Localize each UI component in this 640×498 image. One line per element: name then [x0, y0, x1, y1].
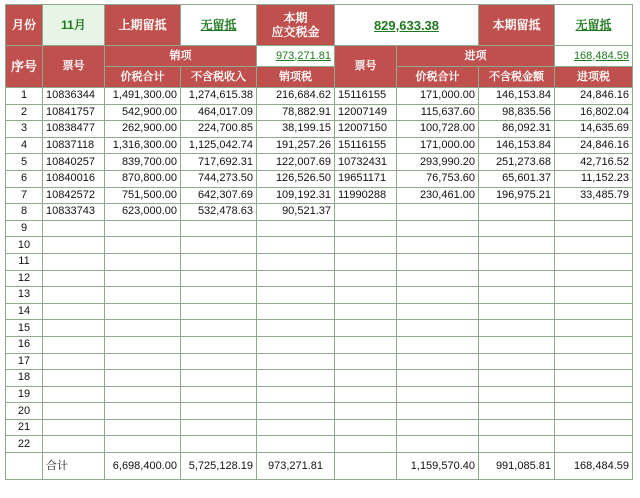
sales-net-cell[interactable] — [181, 320, 257, 337]
table-row — [6, 287, 633, 304]
input-amount-header: 价税合计 — [397, 67, 479, 88]
input-tax-cell[interactable] — [555, 270, 633, 287]
input-net-cell[interactable] — [479, 237, 555, 254]
input-net-cell[interactable]: 65,601.37 — [479, 170, 555, 187]
input-amount-cell[interactable]: 293,990.20 — [397, 154, 479, 171]
input-amount-cell[interactable] — [397, 419, 479, 436]
input-amount-cell[interactable] — [397, 270, 479, 287]
sales-net-cell[interactable] — [181, 419, 257, 436]
sales-ticket-cell[interactable] — [43, 403, 105, 420]
input-amount-cell[interactable] — [397, 436, 479, 453]
input-ticket-cell[interactable]: 12007150 — [335, 121, 397, 138]
sales-group-header: 销项 — [105, 46, 257, 67]
sales-ticket-cell[interactable] — [43, 237, 105, 254]
sales-net-cell[interactable]: 464,017.09 — [181, 104, 257, 121]
sales-tax-cell[interactable]: 90,521.37 — [257, 204, 335, 221]
sales-net-cell[interactable] — [181, 220, 257, 237]
sales-amount-header: 价税合计 — [105, 67, 181, 88]
input-net-cell[interactable]: 251,273.68 — [479, 154, 555, 171]
sales-amount-cell[interactable] — [105, 253, 181, 270]
input-tax-header: 进项税 — [555, 67, 633, 88]
month-cell[interactable]: 11月 — [43, 5, 105, 46]
seq-cell[interactable]: 15 — [6, 320, 43, 337]
input-ticket-cell[interactable] — [335, 287, 397, 304]
table-row — [6, 336, 633, 353]
sales-amount-cell[interactable]: 262,900.00 — [105, 121, 181, 138]
totals-label[interactable]: 合计 — [43, 453, 105, 480]
sales-ticket-cell[interactable]: 10841757 — [43, 104, 105, 121]
sales-amount-cell[interactable] — [105, 353, 181, 370]
sales-net-cell[interactable]: 717,692.31 — [181, 154, 257, 171]
sales-ticket-cell[interactable] — [43, 287, 105, 304]
seq-cell[interactable]: 6 — [6, 170, 43, 187]
table-row — [6, 237, 633, 254]
input-net-cell[interactable] — [479, 403, 555, 420]
seq-cell[interactable]: 20 — [6, 403, 43, 420]
input-ticket-cell[interactable] — [335, 237, 397, 254]
seq-cell[interactable]: 14 — [6, 303, 43, 320]
sales-amount-cell[interactable] — [105, 370, 181, 387]
input-tax-cell[interactable] — [555, 237, 633, 254]
input-amount-cell[interactable] — [397, 370, 479, 387]
sales-net-cell[interactable]: 642,307.69 — [181, 187, 257, 204]
current-tax-label — [257, 5, 335, 46]
current-tax-label-line1: 本期 — [283, 11, 308, 25]
input-ticket-cell[interactable] — [335, 303, 397, 320]
input-ticket-cell[interactable] — [335, 419, 397, 436]
sales-ticket-cell[interactable] — [43, 303, 105, 320]
seq-cell[interactable]: 10 — [6, 237, 43, 254]
input-amount-cell[interactable]: 100,728.00 — [397, 121, 479, 138]
totals-input-amount[interactable]: 1,159,570.40 — [397, 453, 479, 480]
input-tax-cell[interactable] — [555, 353, 633, 370]
sales-tax-cell[interactable]: 216,684.62 — [257, 88, 335, 105]
input-tax-cell[interactable]: 33,485.79 — [555, 187, 633, 204]
table-row — [6, 137, 633, 154]
sales-tax-cell[interactable]: 191,257.26 — [257, 137, 335, 154]
totals-sales-amount[interactable]: 6,698,400.00 — [105, 453, 181, 480]
input-tax-cell[interactable]: 16,802.04 — [555, 104, 633, 121]
totals-input-tax[interactable]: 168,484.59 — [555, 453, 633, 480]
input-net-header: 不含税金额 — [479, 67, 555, 88]
input-ticket-cell[interactable] — [335, 403, 397, 420]
input-ticket-cell[interactable] — [335, 436, 397, 453]
input-tax-cell[interactable]: 42,716.52 — [555, 154, 633, 171]
input-net-cell[interactable] — [479, 287, 555, 304]
seq-cell[interactable]: 12 — [6, 270, 43, 287]
input-tax-cell[interactable] — [555, 303, 633, 320]
sales-amount-cell[interactable]: 1,316,300.00 — [105, 137, 181, 154]
input-net-cell[interactable] — [479, 303, 555, 320]
sales-net-cell[interactable] — [181, 287, 257, 304]
input-amount-cell[interactable] — [397, 237, 479, 254]
input-ticket-header: 票号 — [335, 46, 397, 88]
sales-tax-cell[interactable] — [257, 386, 335, 403]
sales-net-cell[interactable] — [181, 270, 257, 287]
sales-amount-cell[interactable] — [105, 220, 181, 237]
input-tax-cell[interactable]: 24,846.16 — [555, 88, 633, 105]
sales-ticket-cell[interactable] — [43, 270, 105, 287]
input-ticket-cell[interactable] — [335, 386, 397, 403]
table-row — [6, 154, 633, 171]
input-net-cell[interactable] — [479, 370, 555, 387]
input-tax-cell[interactable] — [555, 287, 633, 304]
sales-tax-cell[interactable] — [257, 287, 335, 304]
sales-amount-cell[interactable] — [105, 303, 181, 320]
summary-row — [6, 5, 633, 46]
sales-tax-cell[interactable] — [257, 270, 335, 287]
input-amount-cell[interactable]: 230,461.00 — [397, 187, 479, 204]
input-amount-cell[interactable] — [397, 320, 479, 337]
sales-amount-cell[interactable] — [105, 436, 181, 453]
table-row — [6, 220, 633, 237]
seq-cell[interactable]: 18 — [6, 370, 43, 387]
input-tax-cell[interactable] — [555, 386, 633, 403]
input-net-cell[interactable] — [479, 320, 555, 337]
sales-net-cell[interactable]: 1,125,042.74 — [181, 137, 257, 154]
sales-tax-cell[interactable]: 126,526.50 — [257, 170, 335, 187]
input-amount-cell[interactable] — [397, 336, 479, 353]
input-tax-cell[interactable] — [555, 370, 633, 387]
input-tax-cell[interactable] — [555, 253, 633, 270]
input-tax-cell[interactable] — [555, 336, 633, 353]
sales-net-cell[interactable] — [181, 237, 257, 254]
sales-amount-cell[interactable]: 542,900.00 — [105, 104, 181, 121]
seq-header: 序号 — [6, 46, 43, 88]
sales-tax-cell[interactable]: 122,007.69 — [257, 154, 335, 171]
input-tax-cell[interactable] — [555, 419, 633, 436]
table-row — [6, 170, 633, 187]
sales-net-cell[interactable] — [181, 336, 257, 353]
current-retention-label: 本期留抵 — [479, 5, 555, 46]
table-row — [6, 253, 633, 270]
sales-net-cell[interactable] — [181, 353, 257, 370]
input-net-cell[interactable] — [479, 436, 555, 453]
sales-tax-cell[interactable] — [257, 353, 335, 370]
sales-ticket-cell[interactable] — [43, 320, 105, 337]
input-tax-cell[interactable]: 14,635.69 — [555, 121, 633, 138]
input-ticket-cell[interactable]: 15116155 — [335, 137, 397, 154]
input-net-cell[interactable] — [479, 353, 555, 370]
sales-amount-cell[interactable]: 870,800.00 — [105, 170, 181, 187]
input-net-cell[interactable]: 146,153.84 — [479, 88, 555, 105]
sales-tax-cell[interactable] — [257, 370, 335, 387]
sales-ticket-cell[interactable]: 10833743 — [43, 204, 105, 221]
table-row — [6, 121, 633, 138]
totals-input-net[interactable]: 991,085.81 — [479, 453, 555, 480]
sales-amount-cell[interactable] — [105, 287, 181, 304]
sales-amount-cell[interactable] — [105, 336, 181, 353]
input-tax-cell[interactable] — [555, 220, 633, 237]
sales-ticket-cell[interactable] — [43, 253, 105, 270]
input-ticket-cell[interactable]: 11990288 — [335, 187, 397, 204]
seq-cell[interactable]: 22 — [6, 436, 43, 453]
input-amount-cell[interactable] — [397, 204, 479, 221]
input-group-header: 进项 — [397, 46, 555, 67]
sales-ticket-cell[interactable] — [43, 336, 105, 353]
input-net-cell[interactable] — [479, 204, 555, 221]
input-ticket-cell[interactable]: 12007149 — [335, 104, 397, 121]
sales-net-cell[interactable] — [181, 386, 257, 403]
input-total-link[interactable]: 168,484.59 — [555, 46, 633, 67]
sales-net-cell[interactable]: 1,274,615.38 — [181, 88, 257, 105]
sales-tax-cell[interactable] — [257, 220, 335, 237]
input-ticket-cell[interactable] — [335, 320, 397, 337]
totals-input-ticket-cell[interactable] — [335, 453, 397, 480]
table-row — [6, 104, 633, 121]
sales-amount-cell[interactable] — [105, 386, 181, 403]
sales-ticket-cell[interactable] — [43, 436, 105, 453]
table-row — [6, 303, 633, 320]
table-row — [6, 436, 633, 453]
sales-ticket-header: 票号 — [43, 46, 105, 88]
sales-net-cell[interactable]: 532,478.63 — [181, 204, 257, 221]
spreadsheet-grid — [5, 4, 633, 480]
sales-ticket-cell[interactable]: 10838477 — [43, 121, 105, 138]
table-row — [6, 370, 633, 387]
input-amount-cell[interactable] — [397, 386, 479, 403]
sales-ticket-cell[interactable]: 10842572 — [43, 187, 105, 204]
seq-cell[interactable]: 7 — [6, 187, 43, 204]
input-ticket-cell[interactable] — [335, 353, 397, 370]
input-amount-cell[interactable]: 171,000.00 — [397, 137, 479, 154]
sales-net-cell[interactable]: 224,700.85 — [181, 121, 257, 138]
sales-ticket-cell[interactable]: 10840016 — [43, 170, 105, 187]
seq-cell[interactable]: 19 — [6, 386, 43, 403]
data-rows — [6, 88, 633, 453]
input-net-cell[interactable] — [479, 419, 555, 436]
seq-cell[interactable]: 1 — [6, 88, 43, 105]
input-net-cell[interactable] — [479, 253, 555, 270]
sales-amount-cell[interactable]: 1,491,300.00 — [105, 88, 181, 105]
seq-cell[interactable]: 16 — [6, 336, 43, 353]
sales-amount-cell[interactable] — [105, 419, 181, 436]
input-ticket-cell[interactable]: 15116155 — [335, 88, 397, 105]
totals-seq-cell[interactable] — [6, 453, 43, 480]
input-amount-cell[interactable] — [397, 303, 479, 320]
input-ticket-cell[interactable] — [335, 204, 397, 221]
table-row — [6, 403, 633, 420]
input-amount-cell[interactable] — [397, 220, 479, 237]
table-row — [6, 320, 633, 337]
seq-cell[interactable]: 4 — [6, 137, 43, 154]
totals-row — [6, 453, 633, 480]
sales-amount-cell[interactable] — [105, 403, 181, 420]
input-amount-cell[interactable] — [397, 403, 479, 420]
sales-tax-cell[interactable] — [257, 303, 335, 320]
sales-tax-cell[interactable] — [257, 403, 335, 420]
sales-ticket-cell[interactable] — [43, 353, 105, 370]
prev-retention-label: 上期留抵 — [105, 5, 181, 46]
sales-tax-cell[interactable] — [257, 419, 335, 436]
sales-net-cell[interactable]: 744,273.50 — [181, 170, 257, 187]
input-net-cell[interactable]: 86,092.31 — [479, 121, 555, 138]
sales-tax-cell[interactable]: 78,882.91 — [257, 104, 335, 121]
sales-tax-cell[interactable] — [257, 253, 335, 270]
sales-tax-cell[interactable]: 38,199.15 — [257, 121, 335, 138]
current-tax-label-line2: 应交税金 — [271, 25, 320, 39]
sales-tax-cell[interactable] — [257, 336, 335, 353]
sales-ticket-cell[interactable]: 10840257 — [43, 154, 105, 171]
seq-cell[interactable]: 21 — [6, 419, 43, 436]
input-net-cell[interactable] — [479, 220, 555, 237]
current-retention-value[interactable]: 无留抵 — [555, 5, 633, 46]
sales-tax-header: 销项税 — [257, 67, 335, 88]
sales-ticket-cell[interactable] — [43, 386, 105, 403]
seq-cell[interactable]: 13 — [6, 287, 43, 304]
table-row — [6, 204, 633, 221]
totals-sales-net[interactable]: 5,725,128.19 — [181, 453, 257, 480]
input-net-cell[interactable]: 98,835.56 — [479, 104, 555, 121]
table-row — [6, 353, 633, 370]
input-ticket-cell[interactable] — [335, 270, 397, 287]
input-net-cell[interactable] — [479, 386, 555, 403]
input-ticket-cell[interactable] — [335, 336, 397, 353]
input-ticket-cell[interactable]: 10732431 — [335, 154, 397, 171]
input-amount-cell[interactable]: 115,637.60 — [397, 104, 479, 121]
sales-ticket-cell[interactable] — [43, 220, 105, 237]
current-tax-value[interactable]: 829,633.38 — [335, 5, 479, 46]
input-amount-cell[interactable] — [397, 253, 479, 270]
input-tax-cell[interactable]: 24,846.16 — [555, 137, 633, 154]
sales-amount-cell[interactable] — [105, 270, 181, 287]
group-header-row — [6, 46, 633, 67]
table-row — [6, 187, 633, 204]
sales-tax-cell[interactable] — [257, 237, 335, 254]
sales-tax-cell[interactable] — [257, 320, 335, 337]
seq-cell[interactable]: 8 — [6, 204, 43, 221]
sales-amount-cell[interactable]: 623,000.00 — [105, 204, 181, 221]
input-net-cell[interactable] — [479, 336, 555, 353]
seq-cell[interactable]: 2 — [6, 104, 43, 121]
input-net-cell[interactable]: 146,153.84 — [479, 137, 555, 154]
sales-amount-cell[interactable] — [105, 320, 181, 337]
input-tax-cell[interactable] — [555, 204, 633, 221]
seq-cell[interactable]: 11 — [6, 253, 43, 270]
seq-cell[interactable]: 5 — [6, 154, 43, 171]
sales-net-cell[interactable] — [181, 370, 257, 387]
input-amount-cell[interactable] — [397, 353, 479, 370]
month-label: 月份 — [6, 5, 43, 46]
totals-sales-tax[interactable]: 973,271.81 — [257, 453, 335, 480]
sales-amount-cell[interactable]: 839,700.00 — [105, 154, 181, 171]
sales-net-cell[interactable] — [181, 403, 257, 420]
prev-retention-value[interactable]: 无留抵 — [181, 5, 257, 46]
seq-cell[interactable]: 3 — [6, 121, 43, 138]
sales-ticket-cell[interactable]: 10836344 — [43, 88, 105, 105]
input-tax-cell[interactable] — [555, 403, 633, 420]
input-amount-cell[interactable] — [397, 287, 479, 304]
input-tax-cell[interactable] — [555, 320, 633, 337]
input-ticket-cell[interactable] — [335, 220, 397, 237]
table-row — [6, 270, 633, 287]
input-amount-cell[interactable]: 76,753.60 — [397, 170, 479, 187]
input-tax-cell[interactable]: 11,152.23 — [555, 170, 633, 187]
seq-cell[interactable]: 17 — [6, 353, 43, 370]
input-tax-cell[interactable] — [555, 436, 633, 453]
seq-cell[interactable]: 9 — [6, 220, 43, 237]
sales-net-cell[interactable] — [181, 253, 257, 270]
sales-ticket-cell[interactable]: 10837118 — [43, 137, 105, 154]
input-ticket-cell[interactable]: 19651171 — [335, 170, 397, 187]
input-net-cell[interactable]: 196,975.21 — [479, 187, 555, 204]
input-amount-cell[interactable]: 171,000.00 — [397, 88, 479, 105]
input-net-cell[interactable] — [479, 270, 555, 287]
sales-amount-cell[interactable]: 751,500.00 — [105, 187, 181, 204]
sales-tax-cell[interactable] — [257, 436, 335, 453]
sales-net-header: 不含税收入 — [181, 67, 257, 88]
input-ticket-cell[interactable] — [335, 370, 397, 387]
sales-ticket-cell[interactable] — [43, 419, 105, 436]
sales-total-link[interactable]: 973,271.81 — [257, 46, 335, 67]
table-row — [6, 88, 633, 105]
table-row — [6, 419, 633, 436]
sales-tax-cell[interactable]: 109,192.31 — [257, 187, 335, 204]
table-row — [6, 386, 633, 403]
sales-net-cell[interactable] — [181, 436, 257, 453]
sales-ticket-cell[interactable] — [43, 370, 105, 387]
input-ticket-cell[interactable] — [335, 253, 397, 270]
sales-net-cell[interactable] — [181, 303, 257, 320]
sales-amount-cell[interactable] — [105, 237, 181, 254]
